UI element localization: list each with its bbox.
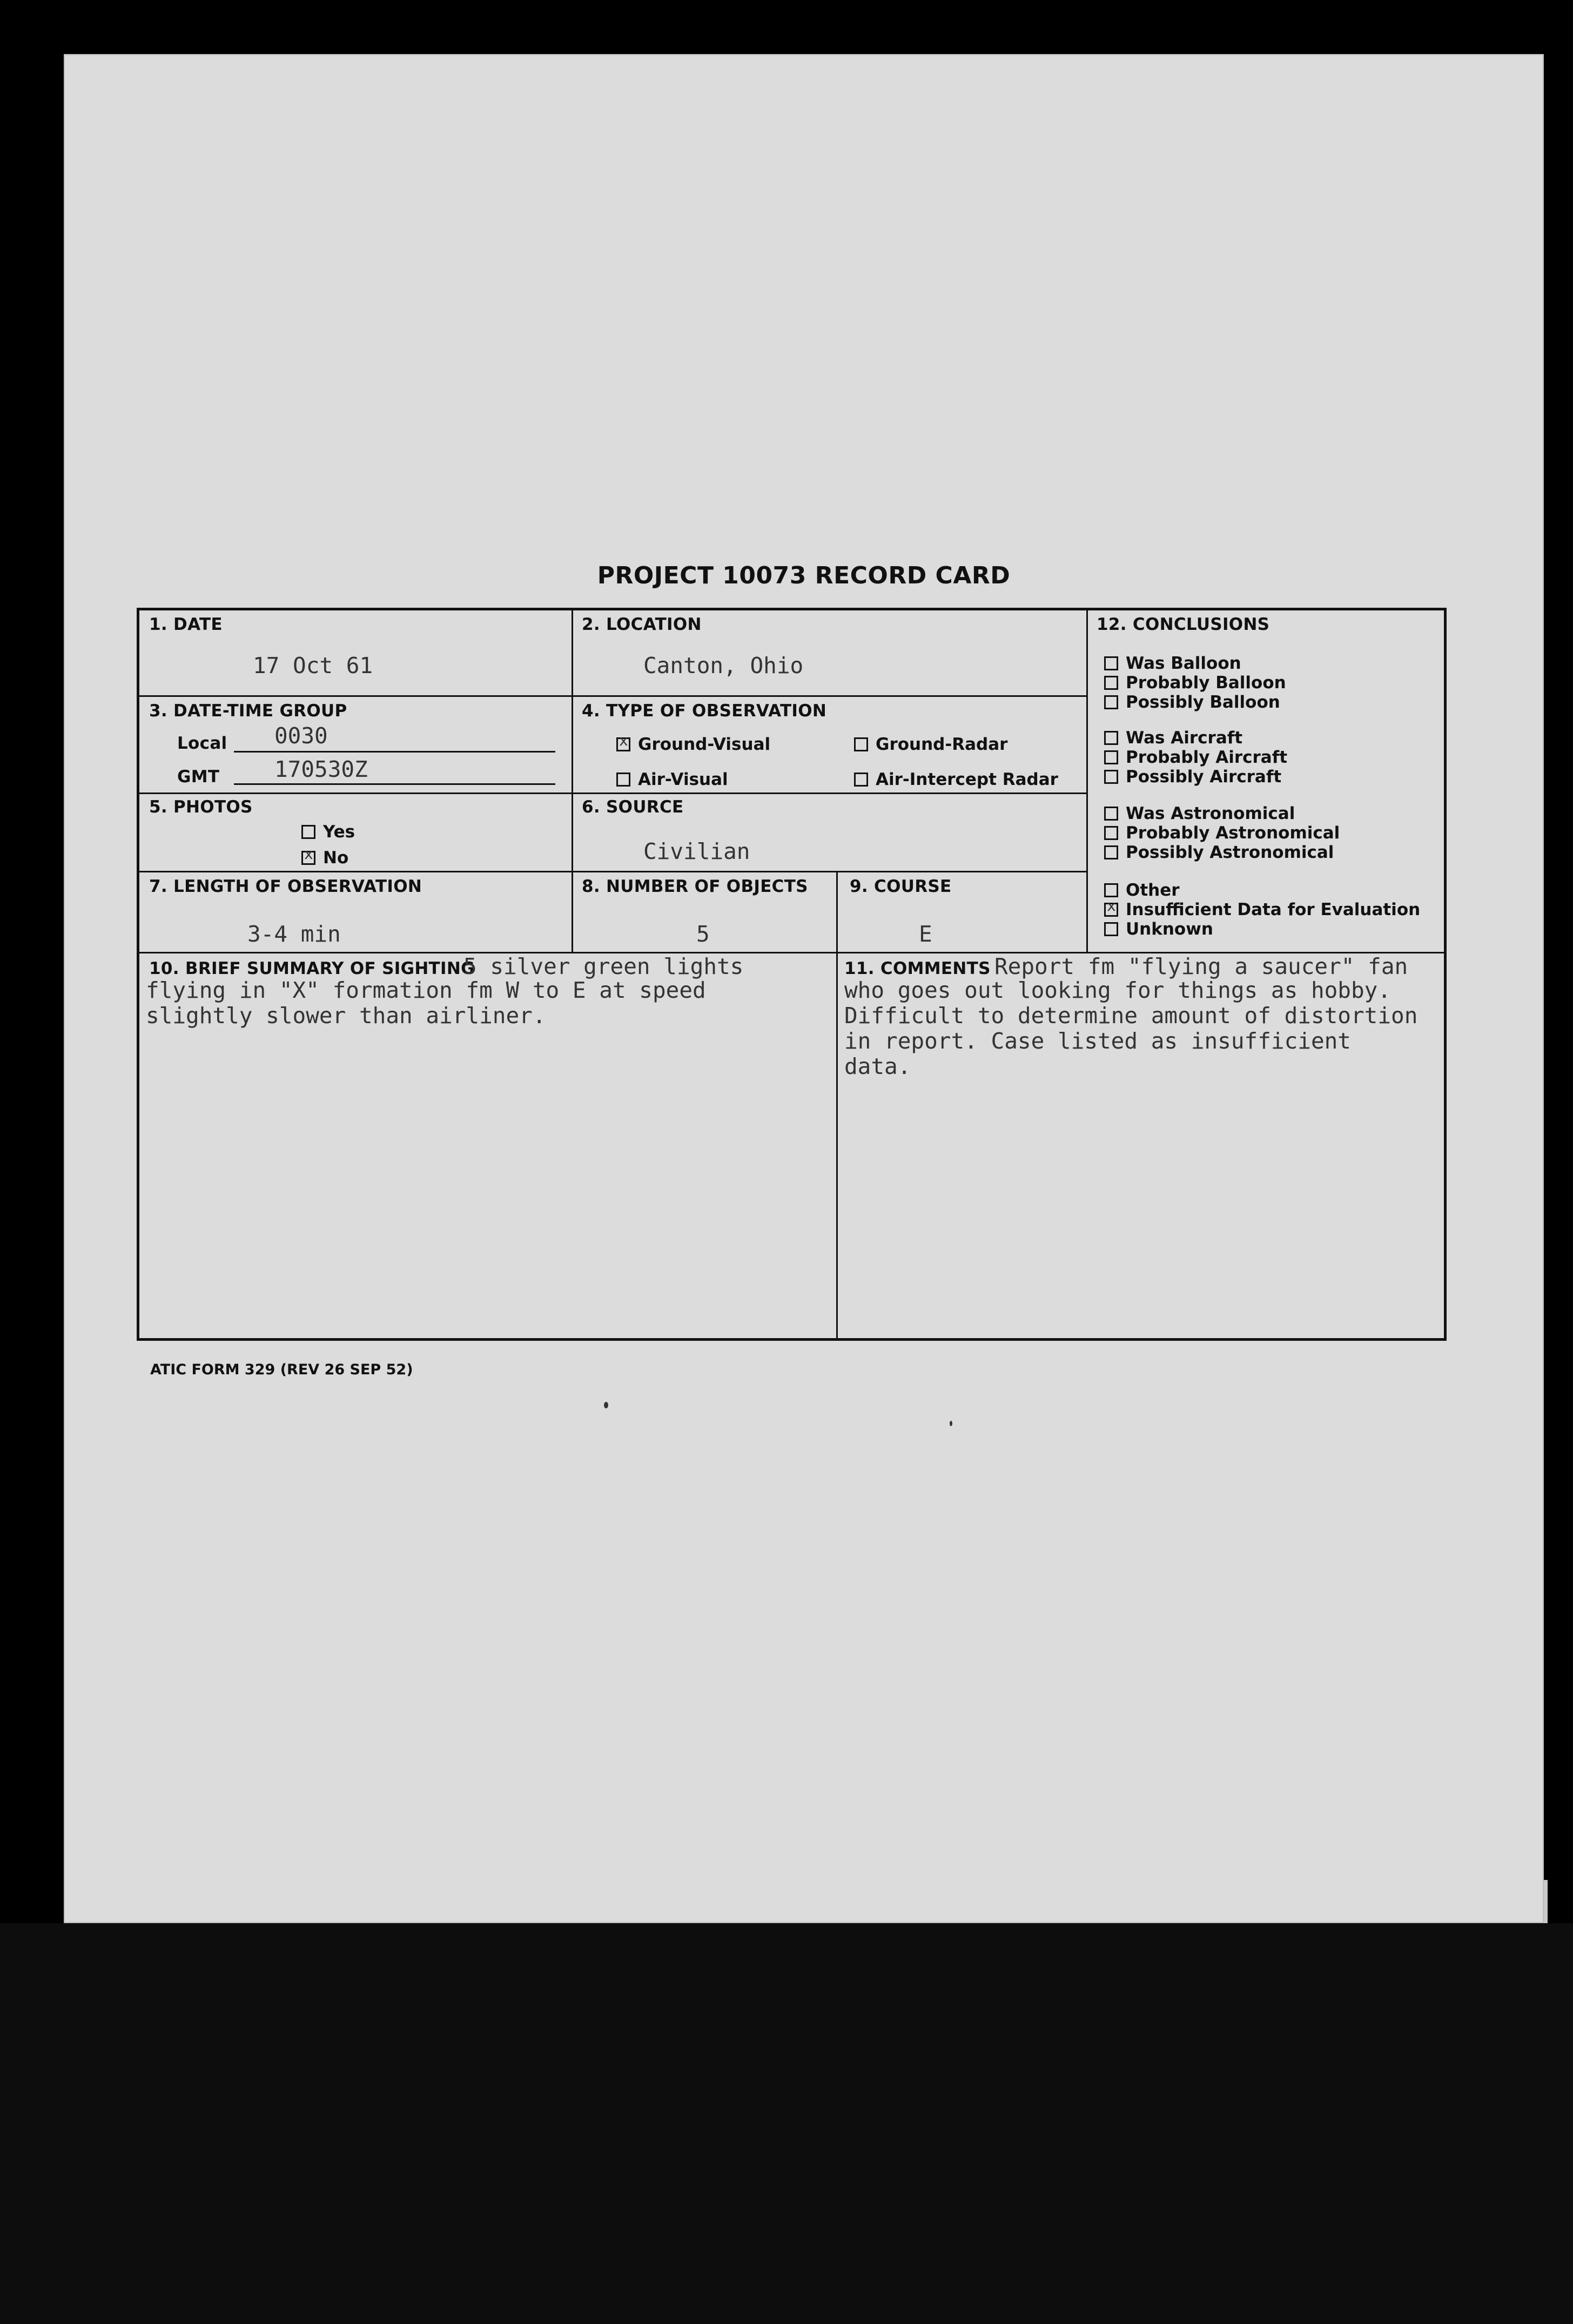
conclusion-item[interactable]: [1104, 767, 1281, 787]
conclusion-item[interactable]: [1104, 673, 1286, 693]
gmt-value: 170530Z: [274, 756, 368, 782]
conclusion-checkbox[interactable]: [1104, 695, 1118, 709]
conclusion-item[interactable]: [1104, 823, 1340, 843]
conclusions-cell: [1088, 610, 1444, 953]
date-time-group-label: 3. DATE-TIME GROUP: [149, 701, 347, 721]
comments-cell: [838, 953, 1444, 1338]
ground-radar-checkbox[interactable]: [854, 737, 868, 751]
gmt-label: GMT: [177, 767, 220, 787]
photos-no-label: No: [323, 848, 349, 868]
conclusion-checkbox[interactable]: [1104, 731, 1118, 745]
option-air-intercept-radar[interactable]: [854, 770, 1058, 789]
course-value: E: [919, 921, 932, 947]
form-footer: ATIC FORM 329 (REV 26 SEP 52): [150, 1361, 413, 1378]
source-label: 6. SOURCE: [582, 797, 684, 817]
photos-yes-checkbox[interactable]: [301, 825, 315, 839]
summary-label: 10. BRIEF SUMMARY OF SIGHTING: [149, 959, 475, 978]
conclusion-checkbox[interactable]: [1104, 656, 1118, 670]
conclusion-item[interactable]: [1104, 843, 1334, 862]
source-cell: [573, 794, 1088, 872]
location-cell: [573, 610, 1088, 697]
conclusion-label: Was Astronomical: [1126, 804, 1295, 823]
conclusion-checkbox[interactable]: [1104, 883, 1118, 897]
ground-visual-label: Ground-Visual: [638, 735, 771, 754]
number-of-objects-value: 5: [696, 921, 710, 947]
date-cell: [139, 610, 573, 697]
course-label: 9. COURSE: [850, 877, 952, 896]
record-card-table: [137, 608, 1447, 1341]
local-value: 0030: [274, 723, 328, 749]
source-value: Civilian: [643, 838, 750, 864]
air-visual-checkbox[interactable]: [616, 773, 630, 787]
local-line: [234, 751, 555, 753]
length-of-observation-value: 3-4 min: [247, 921, 341, 947]
ground-visual-checkbox[interactable]: [616, 737, 630, 751]
conclusion-checkbox[interactable]: [1104, 807, 1118, 821]
air-intercept-radar-checkbox[interactable]: [854, 773, 868, 787]
photos-label: 5. PHOTOS: [149, 797, 253, 817]
conclusion-label: Probably Balloon: [1126, 673, 1286, 693]
conclusion-checkbox[interactable]: [1104, 676, 1118, 690]
photos-cell: [139, 794, 573, 872]
course-cell: [838, 872, 1088, 953]
summary-text: flying in "X" formation fm W to E at speed slightly slower than airliner.: [146, 977, 706, 1029]
conclusion-label: Unknown: [1126, 919, 1213, 939]
record-card-page: [64, 54, 1544, 1923]
ground-radar-label: Ground-Radar: [876, 735, 1008, 754]
conclusion-label: Probably Astronomical: [1126, 823, 1340, 843]
conclusion-item[interactable]: [1104, 748, 1287, 767]
number-of-objects-cell: [573, 872, 838, 953]
conclusion-label: Other: [1126, 881, 1180, 900]
air-visual-label: Air-Visual: [638, 770, 728, 789]
scan-background: [0, 1923, 1573, 2324]
option-photos-yes[interactable]: [301, 822, 355, 842]
option-ground-radar[interactable]: [854, 735, 1007, 754]
summary-first-line: 5 silver green lights: [463, 953, 744, 979]
conclusion-checkbox[interactable]: [1104, 750, 1118, 764]
date-value: 17 Oct 61: [253, 653, 373, 679]
location-label: 2. LOCATION: [582, 615, 702, 634]
comments-first-line: Report fm "flying a saucer" fan: [994, 953, 1408, 979]
location-value: Canton, Ohio: [643, 653, 804, 679]
type-of-observation-cell: [573, 697, 1088, 794]
date-label: 1. DATE: [149, 615, 223, 634]
conclusions-label: 12. CONCLUSIONS: [1097, 615, 1270, 634]
conclusion-checkbox[interactable]: [1104, 845, 1118, 859]
gmt-line: [234, 783, 555, 785]
option-air-visual[interactable]: [616, 770, 728, 789]
summary-cell: [139, 953, 838, 1338]
form-title: PROJECT 10073 RECORD CARD: [597, 562, 1011, 589]
scan-speck: [950, 1421, 952, 1426]
conclusion-checkbox[interactable]: [1104, 826, 1118, 840]
option-photos-no[interactable]: [301, 848, 348, 868]
number-of-objects-label: 8. NUMBER OF OBJECTS: [582, 877, 808, 896]
option-ground-visual[interactable]: [616, 735, 770, 754]
length-of-observation-label: 7. LENGTH OF OBSERVATION: [149, 877, 422, 896]
conclusion-label: Insufficient Data for Evaluation: [1126, 900, 1421, 919]
scan-speck: [604, 1402, 608, 1408]
conclusion-label: Possibly Aircraft: [1126, 767, 1282, 787]
length-of-observation-cell: [139, 872, 573, 953]
conclusion-item[interactable]: [1104, 900, 1420, 919]
local-label: Local: [177, 734, 227, 753]
conclusion-item[interactable]: [1104, 919, 1213, 939]
comments-text: who goes out looking for things as hobby. Difficult to determine amount of distortion in report. Case listed as insufficient data.: [844, 977, 1418, 1079]
conclusion-checkbox[interactable]: [1104, 903, 1118, 917]
type-of-observation-label: 4. TYPE OF OBSERVATION: [582, 701, 827, 721]
photos-yes-label: Yes: [323, 822, 355, 842]
date-time-group-cell: [139, 697, 573, 794]
comments-label: 11. COMMENTS: [844, 959, 991, 978]
conclusion-item[interactable]: [1104, 654, 1241, 673]
conclusion-item[interactable]: [1104, 693, 1280, 712]
conclusion-checkbox[interactable]: [1104, 922, 1118, 936]
photos-no-checkbox[interactable]: [301, 851, 315, 865]
conclusion-label: Possibly Balloon: [1126, 693, 1280, 712]
conclusion-item[interactable]: [1104, 728, 1242, 748]
conclusion-label: Possibly Astronomical: [1126, 843, 1334, 862]
conclusion-checkbox[interactable]: [1104, 770, 1118, 784]
conclusion-label: Was Aircraft: [1126, 728, 1243, 748]
conclusion-label: Was Balloon: [1126, 654, 1241, 673]
conclusion-label: Probably Aircraft: [1126, 748, 1288, 767]
conclusion-item[interactable]: [1104, 804, 1295, 823]
air-intercept-radar-label: Air-Intercept Radar: [876, 770, 1058, 789]
